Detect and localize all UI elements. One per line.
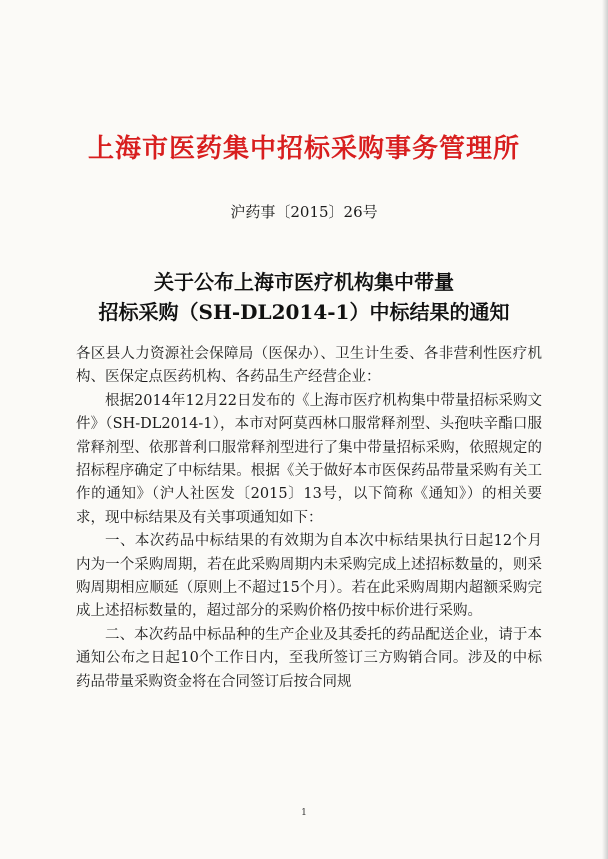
paragraph-item-2: 二、本次药品中标品种的生产企业及其委托的药品配送企业，请于本通知公布之日起10个工作日内，至我所签订三方购销合同。涉及的中标药品带量采购资金将在合同签订后按合同规 bbox=[76, 626, 542, 690]
salutation: 各区县人力资源社会保障局（医保办）、卫生计生委、各非营利性医疗机构、医保定点医药机构、各药品生产经营企业： bbox=[76, 346, 542, 386]
page-number: 1 bbox=[301, 808, 307, 818]
document-number: 沪药事〔2015〕26号 bbox=[230, 203, 378, 221]
organization-header: 上海市医药集中招标采购事务管理所 bbox=[87, 134, 520, 164]
scan-edge-shadow bbox=[602, 0, 608, 859]
document-body bbox=[76, 343, 542, 694]
paragraph-item-1: 一、本次药品中标结果的有效期为自本次中标结果执行日起12个月内为一个采购周期，若在此采购周期内未采购完成上述招标数量的，则采购周期相应顺延（原则上不超过15个月）。若在此采购周期内超额采购完成上述招标数量的，超过部分的采购价格仍按中标价进行采购。 bbox=[76, 533, 542, 620]
paragraph-basis: 根据2014年12月22日发布的《上海市医疗机构集中带量招标采购文件》（SH-DL2014-1），本市对阿莫西林口服常释剂型、头孢呋辛酯口服常释剂型、依那普利口服常释剂型进行了集中带量招标采购，依照规定的招标程序确定了中标结果。根据《关于做好本市医保药品带量采购有关工作的通知》（沪人社医发〔2015〕13号，以下简称《通知》）的相关要求，现中标结果及有关事项通知如下： bbox=[76, 392, 542, 526]
document-title-line-2: 招标采购（SH-DL2014-1）中标结果的通知 bbox=[98, 300, 510, 324]
document-title-line-1: 关于公布上海市医疗机构集中带量 bbox=[154, 270, 454, 294]
